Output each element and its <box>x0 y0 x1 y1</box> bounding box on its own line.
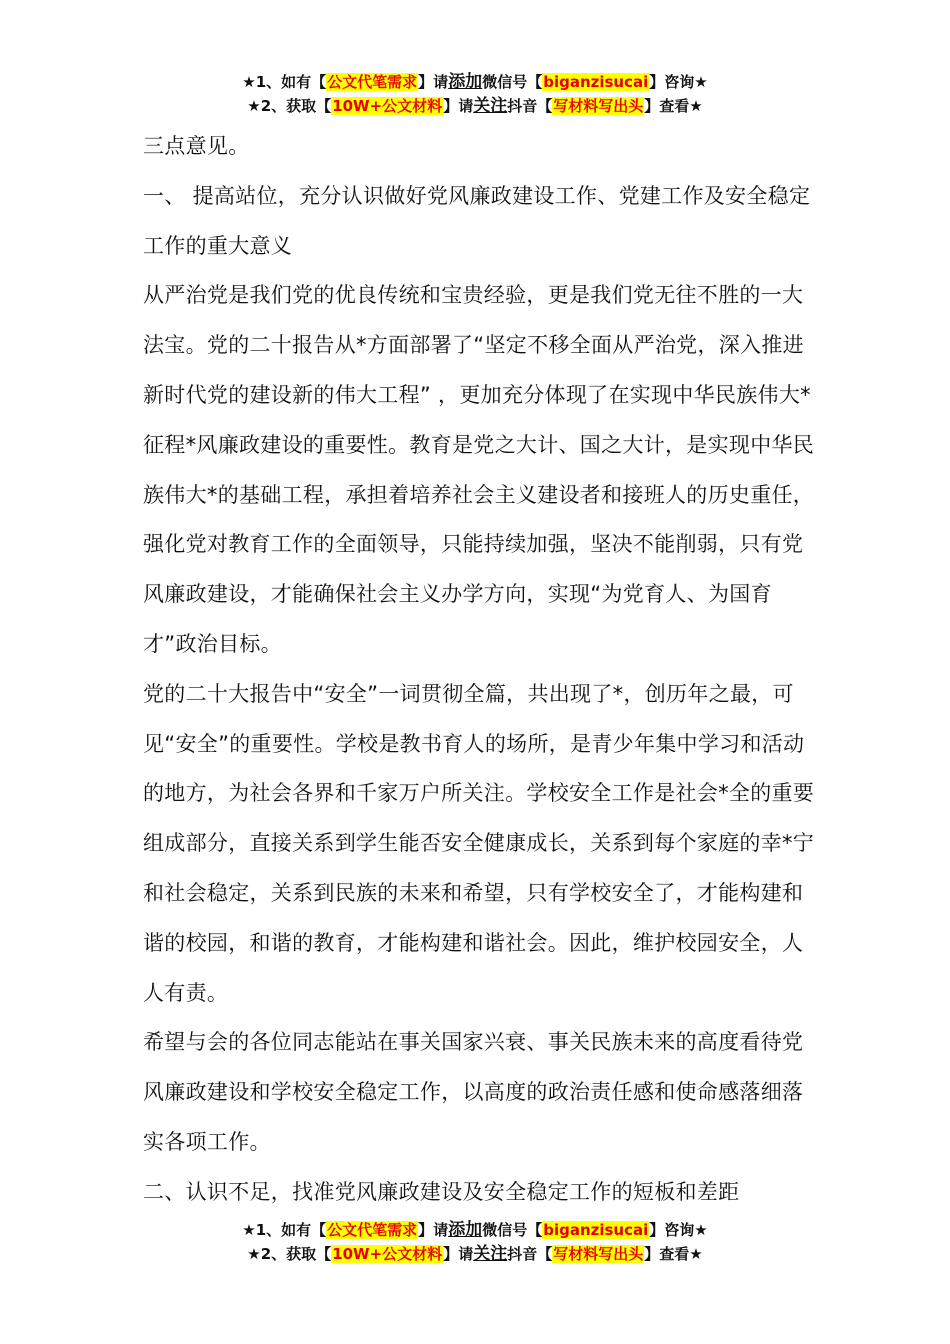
promo-emphasis: 添加 <box>448 1220 483 1240</box>
paragraph: 从严治党是我们党的优良传统和宝贵经验，更是我们党无往不胜的一大法宝。党的二十报告从*方面部署了“坚定不移全面从严治党，深入推进新时代党的建设新的伟大工程” ，更加充分体现了在实现中华民族伟大*征程*风廉政建设的重要性。教育是党之大计、国之大计，是实现中华民族伟大*的基础工程，承担着培养社会主义建设者和接班人的历史重任，强化党对教育工作的全面领导，只能持续加强，坚决不能削弱，只有党风廉政建设，才能确保社会主义办学方向，实现“为党育人、为国育才”政治目标。 <box>143 283 815 656</box>
paragraph: 希望与会的各位同志能站在事关国家兴衰、事关民族未来的高度看待党风廉政建设和学校安全稳定工作，以高度的政治责任感和使命感落细落实各项工作。 <box>143 1030 804 1154</box>
promo-highlight: 10W+公文材料 <box>332 97 443 115</box>
section-heading-2: 二、认识不足，找准党风廉政建设及安全稳定工作的短板和差距 <box>143 1179 740 1204</box>
footer-promo-banner <box>0 1218 950 1266</box>
promo-text: 抖音【 <box>507 97 553 115</box>
promo-text: 】查看★ <box>644 1245 703 1263</box>
promo-text: 】咨询★ <box>649 73 708 91</box>
promo-text: 】请 <box>418 73 449 91</box>
promo-text: 】请 <box>443 1245 474 1263</box>
promo-douyin-id: 写材料写出头 <box>553 97 644 115</box>
promo-text: ★1、如有【 <box>242 73 327 91</box>
promo-text: 】咨询★ <box>649 1221 708 1239</box>
promo-text: ★2、获取【 <box>247 97 332 115</box>
promo-highlight: 10W+公文材料 <box>332 1245 443 1263</box>
promo-text: 】请 <box>443 97 474 115</box>
promo-text: 微信号【 <box>482 73 543 91</box>
promo-emphasis: 关注 <box>473 1244 508 1264</box>
header-promo-banner <box>0 70 950 118</box>
promo-text: ★1、如有【 <box>242 1221 327 1239</box>
promo-line-2 <box>0 94 950 118</box>
promo-wechat-id: biganzisucai <box>543 1221 649 1239</box>
section-heading-1: 一、 提高站位，充分认识做好党风廉政建设工作、党建工作及安全稳定工作的重大意义 <box>143 183 811 258</box>
promo-text: 微信号【 <box>482 1221 543 1239</box>
paragraph: 党的二十大报告中“安全”一词贯彻全篇，共出现了*，创历年之最，可见“安全”的重要性。学校是教书育人的场所，是青少年集中学习和活动的地方，为社会各界和千家万户所关注。学校安全工作是社会*全的重要组成部分，直接关系到学生能否安全健康成长，关系到每个家庭的幸*宁和社会稳定，关系到民族的未来和希望，只有学校安全了，才能构建和谐的校园，和谐的教育，才能构建和谐社会。因此，维护校园安全，人人有责。 <box>143 681 815 1005</box>
promo-emphasis: 添加 <box>448 72 483 92</box>
promo-text: 】查看★ <box>644 97 703 115</box>
promo-wechat-id: biganzisucai <box>543 73 649 91</box>
promo-line-1 <box>0 1218 950 1242</box>
promo-highlight: 公文代笔需求 <box>327 73 418 91</box>
promo-text: 抖音【 <box>507 1245 553 1263</box>
promo-line-1 <box>0 70 950 94</box>
promo-text: 】请 <box>418 1221 449 1239</box>
document-body <box>143 122 823 1218</box>
promo-text: ★2、获取【 <box>247 1245 332 1263</box>
promo-highlight: 公文代笔需求 <box>327 1221 418 1239</box>
promo-douyin-id: 写材料写出头 <box>553 1245 644 1263</box>
promo-line-2 <box>0 1242 950 1266</box>
promo-emphasis: 关注 <box>473 96 508 116</box>
paragraph: 三点意见。 <box>143 134 250 158</box>
